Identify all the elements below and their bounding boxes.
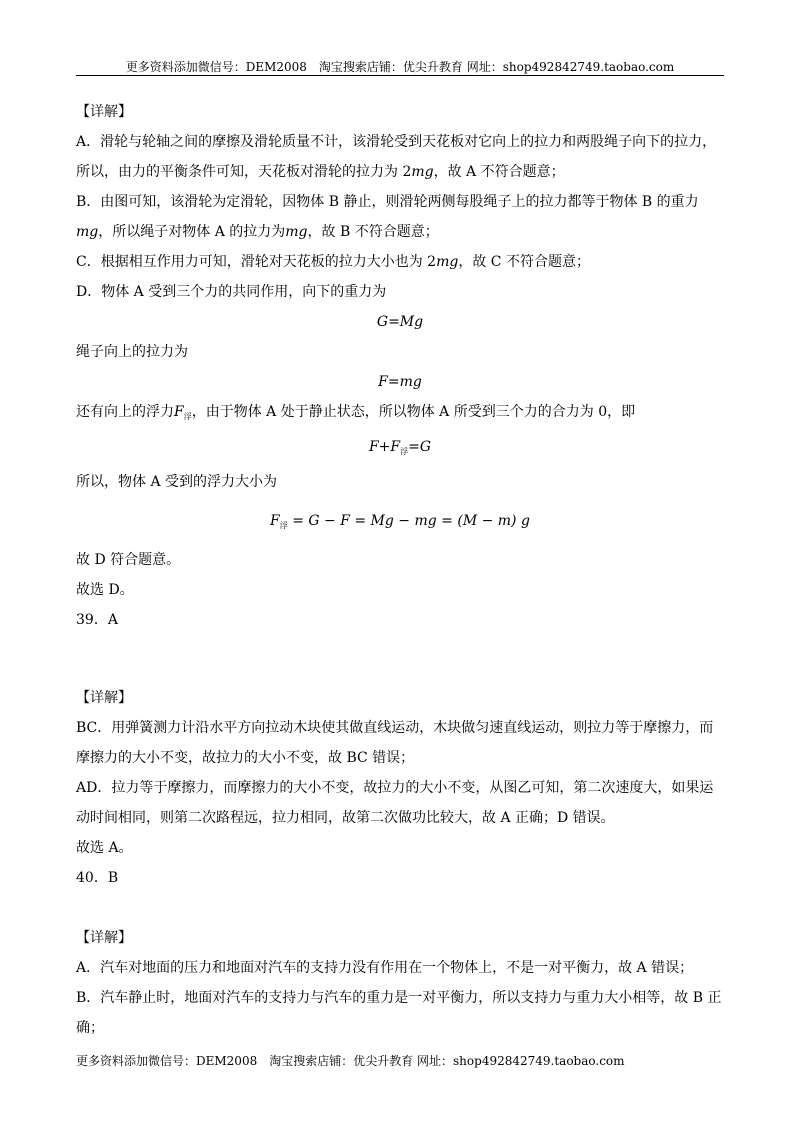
- header-rule: [76, 75, 724, 76]
- subscript-buoyancy: 浮: [400, 447, 409, 456]
- conclusion-1: 故 D 符合题意。: [76, 552, 181, 568]
- text-a2-post: ，故 A 不符合题意；: [433, 164, 565, 180]
- text-c-pre: C．根据相互作用力可知，滑轮对天花板的拉力大小也为 2: [76, 254, 437, 270]
- section-title: 【详解】: [76, 930, 132, 946]
- equation-3: [76, 432, 724, 467]
- page-header: 更多资料添加微信号：DEM2008 淘宝搜索店铺：优尖升教育 网址：shop492842749.taobao.com: [125, 60, 675, 74]
- q40-paragraph-1: A．汽车对地面的压力和地面对汽车的支持力没有作用在一个物体上，不是一对平衡力，故 A 错误；: [76, 960, 694, 976]
- paragraph-b2: [76, 217, 724, 247]
- section-title: 【详解】: [76, 690, 132, 706]
- var-mg: mg: [285, 224, 308, 240]
- text-b2-post: ，故 B 不符合题意；: [307, 224, 439, 240]
- q40-paragraph-3: 确；: [76, 1020, 104, 1036]
- var-f: F: [174, 404, 184, 420]
- text-d3-post: ，由于物体 A 处于静止状态，所以物体 A 所受到三个力的合力为 0，即: [191, 404, 636, 420]
- page-footer: 更多资料添加微信号：DEM2008 淘宝搜索店铺：优尖升教育 网址：shop492842749.taobao.com: [76, 1054, 625, 1068]
- paragraph-c: [76, 247, 724, 277]
- var-mg: mg: [411, 164, 434, 180]
- eq3-left: F+F: [368, 439, 401, 455]
- question-label-40: 40．B: [76, 870, 119, 886]
- page-content: [76, 97, 724, 1043]
- paragraph-d3: [76, 397, 724, 432]
- q40-paragraph-2: B．汽车静止时，地面对汽车的支持力与汽车的重力是一对平衡力，所以支持力与重力大小相等，故 B 正: [76, 990, 722, 1006]
- q39-paragraph-3: AD．拉力等于摩擦力，而摩擦力的大小不变，故拉力的大小不变，从图乙可知，第二次速度大，如果运: [76, 780, 714, 796]
- paragraph-a2: [76, 157, 724, 187]
- section-title: 【详解】: [76, 104, 132, 120]
- text-a2-pre: 所以，由力的平衡条件可知，天花板对滑轮的拉力为 2: [76, 164, 412, 180]
- text-c-post: ，故 C 不符合题意；: [458, 254, 590, 270]
- question-label-39: 39．A: [76, 612, 118, 628]
- eq4-left: F: [270, 513, 280, 529]
- conclusion-2: 故选 D。: [76, 582, 134, 598]
- q39-paragraph-1: BC．用弹簧测力计沿水平方向拉动木块使其做直线运动，木块做匀速直线运动，则拉力等于摩擦力，而: [76, 720, 714, 736]
- equation-2: F=mg: [378, 374, 422, 390]
- paragraph-d1: D．物体 A 受到三个力的共同作用，向下的重力为: [76, 284, 387, 300]
- text-d3-pre: 还有向上的浮力: [76, 404, 174, 420]
- text-b2-mid: ，所以绳子对物体 A 的拉力为: [98, 224, 286, 240]
- q39-paragraph-5: 故选 A。: [76, 840, 133, 856]
- paragraph-d2: 绳子向上的拉力为: [76, 344, 188, 360]
- q39-paragraph-2: 摩擦力的大小不变，故拉力的大小不变，故 BC 错误；: [76, 750, 415, 766]
- equation-4: [76, 497, 724, 545]
- paragraph-b1: B．由图可知，该滑轮为定滑轮，因物体 B 静止，则滑轮两侧每股绳子上的拉力都等于物体 B 的重力: [76, 194, 699, 210]
- var-mg: mg: [76, 224, 99, 240]
- equation-1: G=Mg: [376, 314, 424, 330]
- eq4-right: = G − F = Mg − mg = (M − m) g: [287, 513, 530, 529]
- var-mg: mg: [436, 254, 459, 270]
- spacer: [76, 635, 724, 683]
- paragraph-d4: 所以，物体 A 受到的浮力大小为: [76, 474, 278, 490]
- eq3-right: =G: [408, 439, 432, 455]
- q39-paragraph-4: 动时间相同，则第二次路程远，拉力相同，故第二次做功比较大，故 A 正确；D 错误。: [76, 810, 615, 826]
- subscript-buoyancy: 浮: [279, 521, 288, 530]
- paragraph-a1: A．滑轮与轮轴之间的摩擦及滑轮质量不计，该滑轮受到天花板对它向上的拉力和两股绳子向下的拉力，: [76, 134, 717, 150]
- spacer: [76, 893, 724, 923]
- subscript-buoyancy: 浮: [183, 412, 192, 421]
